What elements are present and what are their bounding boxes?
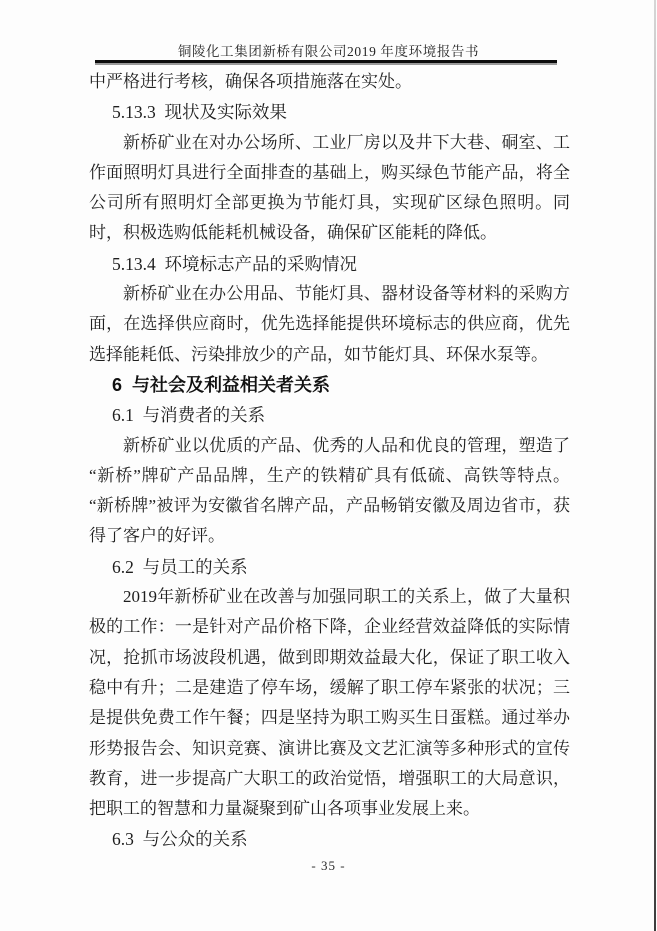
section-heading-5-13-3: 5.13.3 现状及实际效果 [112, 102, 287, 123]
paragraph: 2019年新桥矿业在改善与加强同职工的关系上，做了大量积极的工作：一是针对产品价格下降，企业经营效益降低的实际情况，抢抓市场波段机遇，做到即期效益最大化，保证了职工收入稳中有升；二是建造了停车场，缓解了职工停车紧张的状况；三是提供免费工作午餐；四是坚持为职工购买生日蛋糕。通过举办形势报告会、知识竞赛、演讲比赛及文艺汇演等多种形式的宣传教育，进一步提高广大职工的政治觉悟，增强职工的大局意识，把职工的智慧和力量凝聚到矿山各项事业发展上来。 [89, 587, 570, 819]
paragraph: 新桥矿业以优质的产品、优秀的人品和优良的管理，塑造了 “新桥”牌矿产品品牌，生产的铁精矿具有低硫、高铁等特点。“新桥牌”被评为安徽省名牌产品，产品畅销安徽及周边省市，获得了客户的好评。 [89, 435, 570, 546]
page-number: - 35 - [311, 858, 346, 873]
document-body [89, 67, 570, 855]
paragraph: 新桥矿业在办公用品、节能灯具、器材设备等材料的采购方面，在选择供应商时，优先选择能提供环境标志的供应商，优先选择能耗低、污染排放少的产品，如节能灯具、环保水泵等。 [89, 284, 570, 364]
section-heading-6-1: 6.1 与消费者的关系 [112, 405, 266, 426]
section-heading-6-2: 6.2 与员工的关系 [112, 556, 248, 577]
section-heading-6-3: 6.3 与公众的关系 [112, 829, 248, 850]
section-heading-5-13-4: 5.13.4 环境标志产品的采购情况 [112, 253, 357, 274]
chapter-heading-6: 6 与社会及利益相关者关系 [112, 374, 331, 395]
paragraph: 新桥矿业在对办公场所、工业厂房以及井下大巷、硐室、工作面照明灯具进行全面排查的基础上，购买绿色节能产品，将全公司所有照明灯全部更换为节能灯具，实现矿区绿色照明。同时，积极选购低能耗机械设备，确保矿区能耗的降低。 [89, 132, 570, 243]
header-divider-rule [95, 60, 557, 65]
running-header-title: 铜陵化工集团新桥有限公司2019 年度环境报告书 [177, 44, 480, 59]
scan-edge-artifact [654, 0, 656, 931]
paragraph-continuation: 中严格进行考核，确保各项措施落在实处。 [89, 72, 412, 91]
